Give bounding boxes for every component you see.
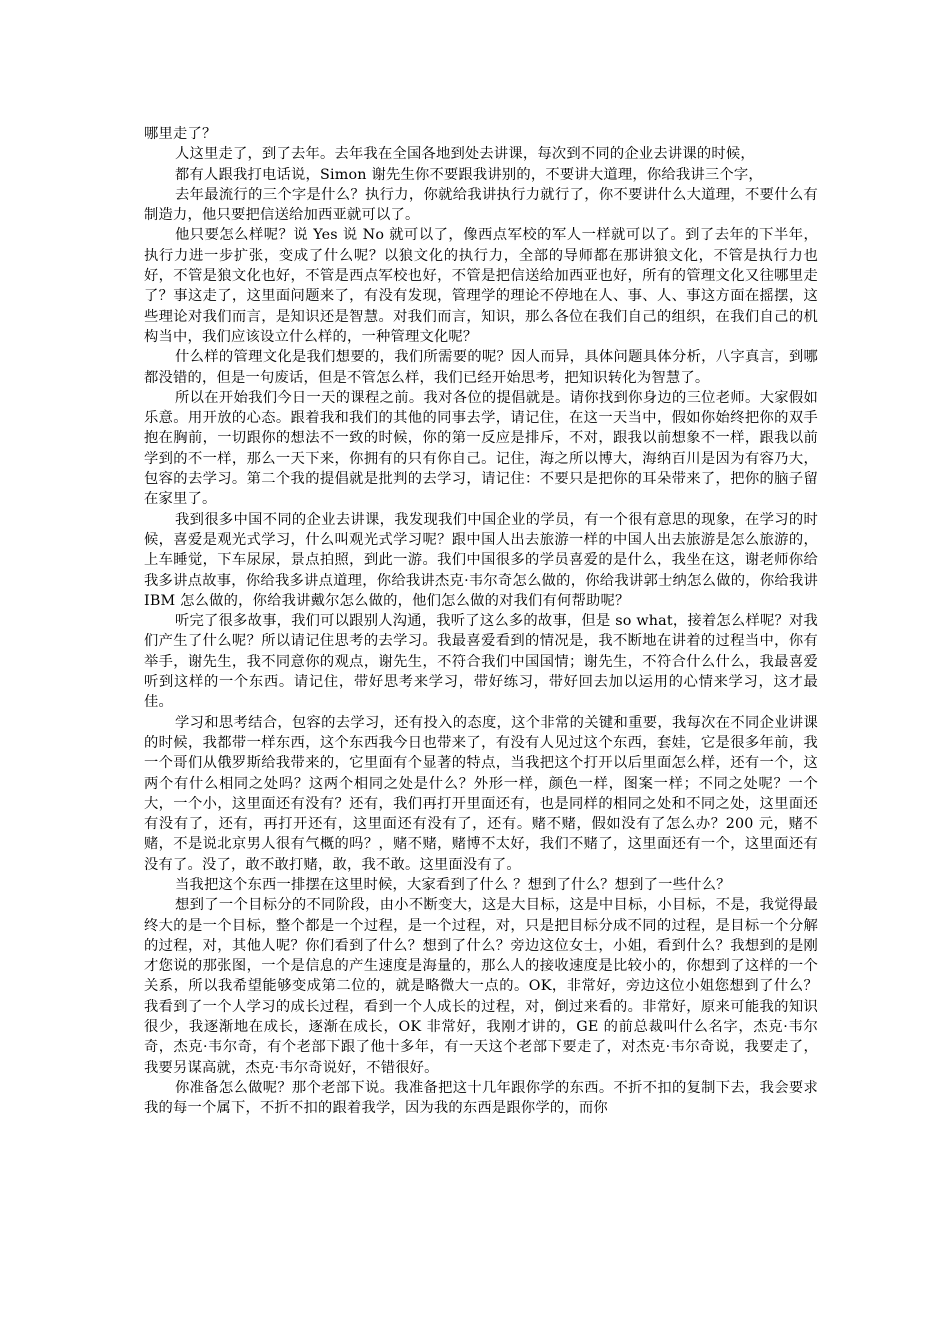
paragraph-2: 人这里走了，到了去年。去年我在全国各地到处去讲课，每次到不同的企业去讲课的时候， [175, 146, 755, 163]
paragraph-11: 当我把这个东西一排摆在这里时候，大家看到了什么 ？想到了什么？想到了一些什么？ [175, 876, 731, 893]
paragraph-10: 学习和思考结合，包容的去学习，还有投入的态度，这个非常的关键和重要，我每次在不同企业讲课的时候，我都带一样东西，这个东西我今日也带来了，有没有人见过这个东西，套娃，它是很多年前，我一个哥们从俄罗斯给我带来的，它里面有个显著的特点，当我把这个打开以后里面怎么样，还有一个，这两个有什么相同之处吗？这两个相同之处是什么？外形一样，颜色一样，图案一样；不同之处呢？一个大，一个小，这里面还有没有？还有，我们再打开里面还有，也是同样的相同之处和不同之处，这里面还有没有了，还有，再打开还有，这里面还有没有了，还有。赌不赌，假如没有了怎么办？200 元，赌不赌，不是说北京男人很有气概的吗？，赌不赌，赌博不太好，我们不赌了，这里面还有一个，这里面还有没有了。没了，敢不敢打赌，敢，我不敢。这里面没有了。 [144, 714, 818, 873]
paragraph-6: 什么样的管理文化是我们想要的，我们所需要的呢？因人而异，具体问题具体分析，八字真言，到哪都没错的，但是一句废话，但是不管怎么样，我们已经开始思考，把知识转化为智慧了。 [144, 349, 818, 386]
paragraph-7: 所以在开始我们今日一天的课程之前。我对各位的提倡就是。请你找到你身边的三位老师。大家假如乐意。用开放的心态。跟着我和我们的其他的同事去学，请记住，在这一天当中，假如你始终把你的双手抱在胸前，一切跟你的想法不一致的时候，你的第一反应是排斥，不对，跟我以前想象不一样，跟我以前学到的不一样，那么一天下来，你拥有的只有你自己。记住，海之所以博大，海纳百川是因为有容乃大，包容的去学习。第二个我的提倡就是批判的去学习，请记住：不要只是把你的耳朵带来了，把你的脑子留在家里了。 [144, 389, 818, 508]
paragraph-4: 去年最流行的三个字是什么？执行力，你就给我讲执行力就行了，你不要讲什么大道理，不要什么有制造力，他只要把信送给加西亚就可以了。 [144, 186, 818, 224]
paragraph-8: 我到很多中国不同的企业去讲课，我发现我们中国企业的学员，有一个很有意思的现象，在学习的时候，喜爱是观光式学习，什么叫观光式学习呢？跟中国人出去旅游一样的中国人出去旅游是怎么旅游的，上车睡觉，下车尿尿，景点拍照，到此一游。我们中国很多的学员喜爱的是什么，我坐在这，谢老师你给我多讲点故事，你给我多讲点道理，你给我讲杰克·韦尔奇怎么做的，你给我讲郭士纳怎么做的，你给我讲 IBM 怎么做的，你给我讲戴尔怎么做的，他们怎么做的对我们有何帮助呢？ [144, 511, 818, 609]
paragraph-13: 你准备怎么做呢？那个老部下说。我准备把这十几年跟你学的东西。不折不扣的复制下去，我会要求我的每一个属下，不折不扣的跟着我学，因为我的东西是跟你学的，而你 [144, 1079, 818, 1117]
paragraph-1: 哪里走了？ [144, 126, 217, 142]
paragraph-9: 听完了很多故事，我们可以跟别人沟通，我听了这么多的故事，但是 so what，接着怎么样呢？对我们产生了什么呢？所以请记住思考的去学习。我最喜爱看到的情况是，我不断地在讲着的过程当中，你有举手，谢先生，我不同意你的观点，谢先生，不符合我们中国国情；谢先生，不符合什么什么，我最喜爱听到这样的一个东西。请记住，带好思考来学习，带好练习，带好回去加以运用的心情来学习，这才最佳。 [144, 613, 818, 711]
paragraph-12: 想到了一个目标分的不同阶段，由小不断变大，这是大目标，这是中目标，小目标，不是，我觉得最终大的是一个目标，整个都是一个过程，是一个过程，对，只是把目标分成不同的过程，是目标一个分解的过程，对，其他人呢？你们看到了什么？想到了什么？旁边这位女士，小姐，看到什么？我想到的是刚才您说的那张图，一个是信息的产生速度是海量的，那么人的接收速度是比较小的，你想到了这样的一个关系，所以我希望能够变成第二位的，就是略微大一点的。OK，非常好，旁边这位小姐您想到了什么？我看到了一个人学习的成长过程，看到一个人成长的过程，对，倒过来看的。非常好，原来可能我的知识很少，我逐渐地在成长，逐渐在成长，OK 非常好，我刚才讲的，GE 的前总裁叫什么名字，杰克·韦尔奇，杰克·韦尔奇，有个老部下跟了他十多年，有一天这个老部下要走了，对杰克·韦尔奇说，我要走了，我要另谋高就，杰克·韦尔奇说好，不错很好。 [144, 897, 818, 1076]
paragraph-3: 都有人跟我打电话说，Simon 谢先生你不要跟我讲别的，不要讲大道理，你给我讲三个字， [175, 166, 763, 183]
paragraph-5: 他只要怎么样呢？说 Yes 说 No 就可以了，像西点军校的军人一样就可以了。到了去年的下半年，执行力进一步扩张，变成了什么呢？以狼文化的执行力，全部的导师都在那讲狼文化，不管是执行力也好，不管是狼文化也好，不管是西点军校也好，不管是把信送给加西亚也好，所有的管理文化又往哪里走了？事这走了，这里面问题来了，有没有发现，管理学的理论不停地在人、事、人、事这方面在摇摆，这些理论对我们而言，是知识还是智慧。对我们而言，知识，那么各位在我们自己的组织，在我们自己的机构当中，我们应该设立什么样的，一种管理文化呢？ [144, 227, 818, 345]
document-page [144, 124, 818, 1119]
